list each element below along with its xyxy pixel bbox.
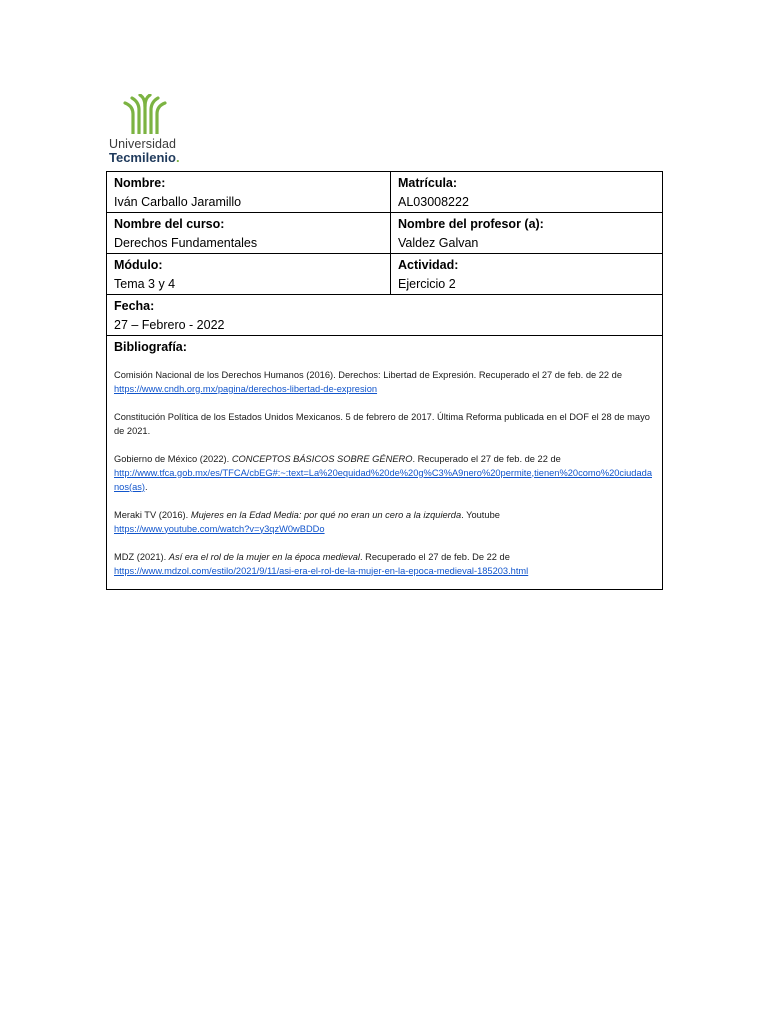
cell-profesor <box>391 213 663 254</box>
reference-item <box>114 508 655 536</box>
nombre-value: Iván Carballo Jaramillo <box>114 194 242 209</box>
profesor-label: Nombre del profesor (a): <box>398 217 544 231</box>
curso-label: Nombre del curso: <box>114 217 225 231</box>
nombre-label: Nombre: <box>114 176 166 190</box>
reference-text: . Recuperado el 27 de feb. De 22 de <box>359 551 510 562</box>
row-nombre <box>107 172 663 213</box>
row-curso <box>107 213 663 254</box>
actividad-label: Actividad: <box>398 258 459 272</box>
reference-text: . Recuperado el 27 de feb. de 22 de <box>412 453 561 464</box>
reference-text: Gobierno de México (2022). <box>114 453 232 464</box>
fecha-label: Fecha: <box>114 299 155 313</box>
reference-text: Comisión Nacional de los Derechos Humanos (2016). Derechos: Libertad de Expresión. Recuperado el 27 de feb. de 22 de <box>114 369 623 380</box>
tecmilenio-logo <box>108 94 200 166</box>
reference-text: Constitución Política de los Estados Unidos Mexicanos. 5 de febrero de 2017. Última Reforma publicada en el DOF el 28 de mayo de 2021. <box>114 411 650 436</box>
reference-item <box>114 550 655 578</box>
row-fecha <box>107 295 663 336</box>
reference-text: Meraki TV (2016). <box>114 509 191 520</box>
curso-value: Derechos Fundamentales <box>114 235 258 250</box>
cell-matricula <box>391 172 663 213</box>
reference-item <box>114 452 655 494</box>
cell-fecha <box>107 295 663 336</box>
actividad-value: Ejercicio 2 <box>398 276 456 291</box>
reference-link[interactable]: https://www.cndh.org.mx/pagina/derechos-libertad-de-expresion <box>114 383 378 394</box>
cell-nombre <box>107 172 391 213</box>
reference-text: . <box>145 481 148 492</box>
reference-link[interactable]: https://www.mdzol.com/estilo/2021/9/11/asi-era-el-rol-de-la-mujer-en-la-epoca-medieval-185203.html <box>114 565 529 576</box>
modulo-value: Tema 3 y 4 <box>114 276 176 291</box>
cell-curso <box>107 213 391 254</box>
tecmilenio-emblem-icon <box>122 94 168 134</box>
row-bibliografia <box>107 336 663 590</box>
reference-title: Mujeres en la Edad Media: por qué no eran un cero a la izquierda <box>190 509 462 520</box>
reference-text: MDZ (2021). <box>114 551 169 562</box>
matricula-value: AL03008222 <box>398 194 469 209</box>
matricula-label: Matrícula: <box>398 176 458 190</box>
reference-link[interactable]: http://www.tfca.gob.mx/es/TFCA/cbEG#:~:text=La%20equidad%20de%20g%C3%A9nero%20permite,tienen%20como%20ciudadanos(as) <box>114 467 652 492</box>
cell-actividad <box>391 254 663 295</box>
cell-modulo <box>107 254 391 295</box>
reference-item <box>114 368 655 396</box>
reference-link[interactable]: https://www.youtube.com/watch?v=y3qzW0wBDDo <box>114 523 325 534</box>
cell-bibliografia <box>107 336 663 590</box>
student-info-table <box>106 171 663 590</box>
logo-brand-text: Tecmilenio. <box>109 150 180 165</box>
logo-university-text: Universidad <box>109 137 177 151</box>
profesor-value: Valdez Galvan <box>398 235 479 250</box>
reference-item <box>114 410 655 438</box>
bibliografia-title: Bibliografía: <box>114 340 187 354</box>
reference-text: . Youtube <box>461 509 500 520</box>
modulo-label: Módulo: <box>114 258 163 272</box>
reference-title: CONCEPTOS BÁSICOS SOBRE GÉNERO <box>231 453 413 464</box>
reference-title: Así era el rol de la mujer en la época medieval <box>168 551 360 562</box>
row-modulo <box>107 254 663 295</box>
fecha-value: 27 – Febrero - 2022 <box>114 317 225 332</box>
